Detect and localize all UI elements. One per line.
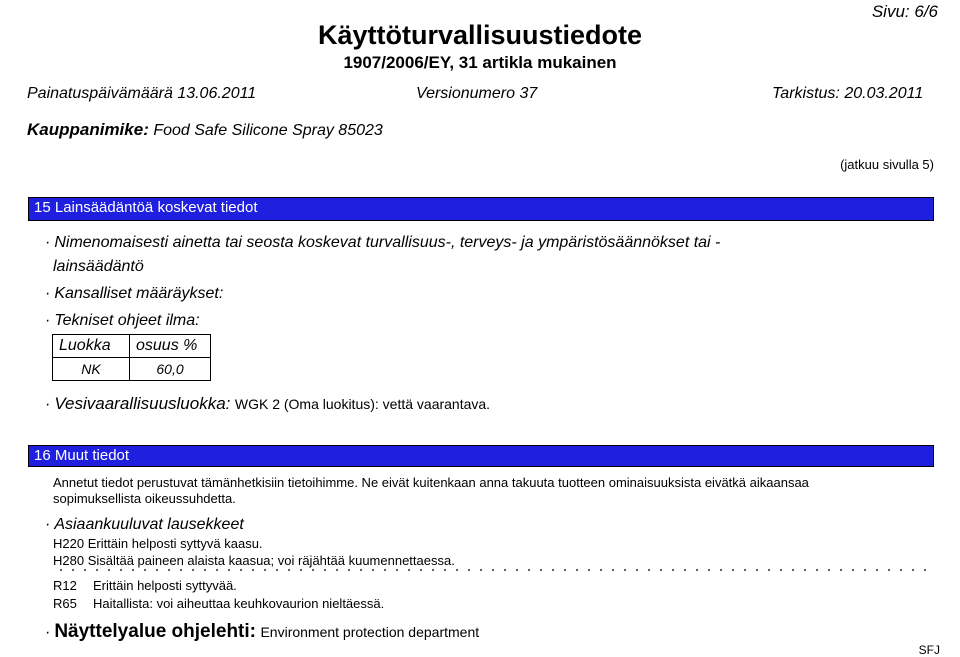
table-header-class: Luokka (53, 335, 130, 358)
technical-instructions: · Tekniset ohjeet ilma: (45, 312, 200, 329)
section-15-title: 15 Lainsäädäntöä koskevat tiedot (34, 199, 258, 216)
issuer-label: Näyttelyalue ohjelehti: (54, 621, 256, 642)
phrase-r12-text: Erittäin helposti syttyvää. (93, 578, 237, 593)
issuer-line: · Näyttelyalue ohjelehti: Environment protection department (45, 621, 480, 642)
phrase-r12-code: R12 (53, 578, 77, 593)
phrase-h220: H220 Erittäin helposti syttyvä kaasu. (53, 536, 263, 551)
table-header-row (53, 335, 211, 358)
national-regulations: · Kansalliset määräykset: (45, 285, 224, 302)
regulation-line-cont: lainsäädäntö (53, 258, 144, 275)
document-subtitle: 1907/2006/EY, 31 artikla mukainen (343, 53, 617, 72)
version-number: Versionumero 37 (416, 85, 538, 102)
water-hazard-label: Vesivaarallisuusluokka: (54, 394, 231, 413)
regulation-text: Nimenomaisesti ainetta tai seosta koskevat turvallisuus-, terveys- ja ympäristösäännökset tai - (54, 234, 721, 251)
print-date: Painatuspäivämäärä 13.06.2011 (27, 85, 257, 102)
product-line (27, 120, 383, 140)
regulation-line: · Nimenomaisesti ainetta tai seosta koskevat turvallisuus-, terveys- ja ympäristösäännökset tai - (45, 234, 721, 251)
water-hazard-value: WGK 2 (Oma luokitus): vettä vaarantava. (234, 396, 491, 412)
product-label: Kauppanimike: (27, 120, 149, 139)
table-cell-share: 60,0 (130, 358, 211, 381)
product-name: Food Safe Silicone Spray 85023 (153, 122, 383, 139)
phrase-r65-code: R65 (53, 596, 77, 611)
issuer-value: Environment protection department (260, 624, 480, 640)
air-class-table (52, 334, 211, 381)
relevant-phrases-heading: Asiaankuuluvat lausekkeet (54, 516, 244, 533)
water-hazard-line: · Vesivaarallisuusluokka: WGK 2 (Oma luokitus): vettä vaarantava. (45, 394, 491, 413)
section-16-header (28, 445, 934, 467)
dotted-separator (55, 569, 935, 571)
section-15-header (28, 197, 934, 221)
continued-note: (jatkuu sivulla 5) (840, 157, 934, 172)
table-cell-class: NK (53, 358, 130, 381)
page-number: Sivu: 6/6 (871, 2, 938, 21)
phrase-h280: H280 Sisältää paineen alaista kaasua; voi räjähtää kuumennettaessa. (53, 553, 455, 568)
table-header-share: osuus % (130, 335, 211, 358)
disclaimer-text-cont: sopimuksellista oikeussuhdetta. (53, 491, 236, 506)
relevant-phrases: · Asiaankuuluvat lausekkeet (45, 516, 244, 533)
footer-code: SFJ (918, 643, 940, 657)
phrase-r65-text: Haitallista: voi aiheuttaa keuhkovaurion nieltäessä. (93, 596, 385, 611)
revision-date: Tarkistus: 20.03.2011 (772, 85, 924, 102)
disclaimer-text: Annetut tiedot perustuvat tämänhetkisiin tietoihimme. Ne eivät kuitenkaan anna takuuta tuotteen ominaisuuksista eivätkä aikaansaa (53, 475, 809, 490)
section-16-title: 16 Muut tiedot (34, 447, 130, 464)
document-title: Käyttöturvallisuustiedote (317, 20, 643, 50)
table-row (53, 358, 211, 381)
